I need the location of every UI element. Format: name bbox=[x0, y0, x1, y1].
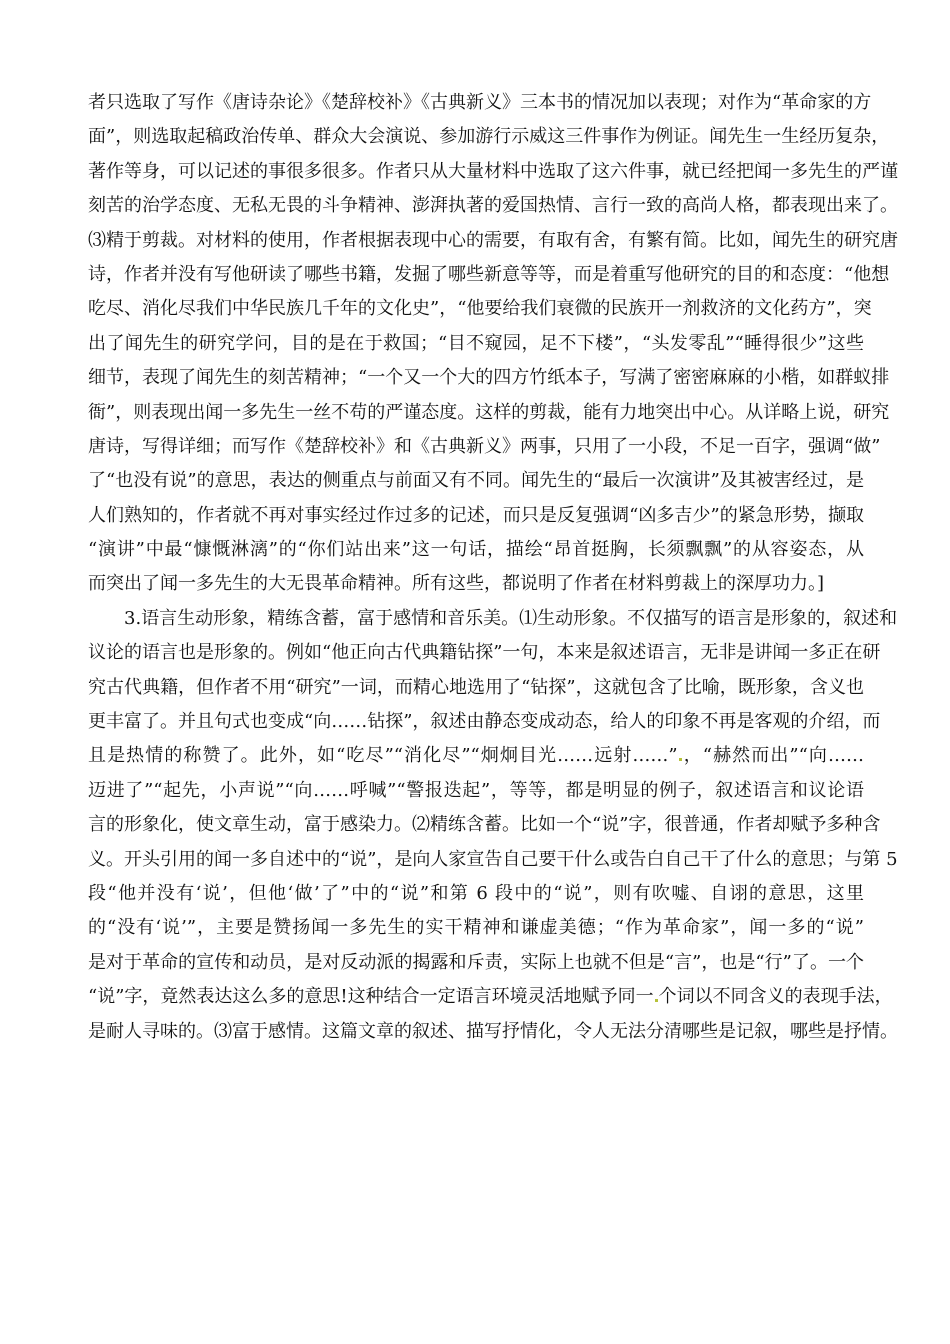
text-line: 究古代典籍，但作者不用“研究”一词，而精心地选用了“钻探”，这就包含了比喻，既形象，含义也 bbox=[88, 676, 864, 698]
text-line bbox=[88, 739, 864, 773]
paragraph-start-line: 3.语言生动形象，精练含蓄，富于感情和音乐美。⑴生动形象。不仅描写的语言是形象的，叙述和 bbox=[124, 607, 898, 629]
text-line: 了“也没有说”的意思，表达的侧重点与前面又有不同。闻先生的“最后一次演讲”及其被害经过，是 bbox=[88, 470, 864, 492]
text-line: 是耐人寻味的。⑶富于感情。这篇文章的叙述、描写抒情化，令人无法分清哪些是记叙，哪些是抒情。 bbox=[88, 1020, 898, 1042]
text-line: 义。开头引用的闻一多自述中的“说”，是向人家宣告自己要干什么或告白自己干了什么的意思；与第 5 bbox=[88, 848, 898, 870]
text-segment: “说”字，竟然表达这么多的意思!这种结合一定语言环境灵活地赋予同一 bbox=[88, 986, 654, 1008]
text-line: 而突出了闻一多先生的大无畏革命精神。所有这些，都说明了作者在材料剪裁上的深厚功力。] bbox=[88, 573, 825, 595]
text-line: 人们熟知的，作者就不再对事实经过作过多的记述，而只是反复强调“凶多吉少”的紧急形势，撷取 bbox=[88, 504, 864, 526]
text-line: 的“没有‘说’”，主要是赞扬闻一多先生的实干精神和谦虚美德；“作为革命家”，闻一多的“说” bbox=[88, 917, 864, 939]
text-line: 言的形象化，使文章生动，富于感染力。⑵精练含蓄。比如一个“说”字，很普通，作者却赋予多种含 bbox=[88, 814, 881, 836]
text-line: 唐诗，写得详细；而写作《楚辞校补》和《古典新义》两事，只用了一小段，不足一百字，强调“做” bbox=[88, 435, 881, 457]
text-segment: ，“赫然而出”“向…… bbox=[682, 745, 865, 767]
text-line: 诗，作者并没有写他研读了哪些书籍，发掘了哪些新意等等，而是着重写他研究的目的和态度：“他想 bbox=[88, 263, 890, 285]
text-line: 面”，则选取起稿政治传单、群众大会演说、参加游行示威这三件事作为例证。闻先生一生经历复杂， bbox=[88, 126, 890, 148]
text-segment: 个词以不同含义的表现手法， bbox=[658, 986, 893, 1008]
text-line: 迈进了”“起先，小声说”“向……呼喊”“警报迭起”，等等，都是明显的例子，叙述语言和议论语 bbox=[88, 779, 864, 801]
text-line: 是对于革命的宣传和动员，是对反动派的揭露和斥责，实际上也就不但是“言”，也是“行”了。一个 bbox=[88, 951, 864, 973]
text-line: 细节，表现了闻先生的刻苦精神；“一个又一个大的四方竹纸本子，写满了密密麻麻的小楷，如群蚁排 bbox=[88, 367, 890, 389]
text-line: 吃尽、消化尽我们中华民族几千年的文化史”，“他要给我们衰微的民族开一剂救济的文化药方”，突 bbox=[88, 298, 872, 320]
text-line: “演讲”中最“慷慨淋漓”的“你们站出来”这一句话，描绘“昂首挺胸，长须飘飘”的从容姿态，从 bbox=[88, 539, 864, 561]
text-line: 刻苦的治学态度、无私无畏的斗争精神、澎湃执著的爱国热情、言行一致的高尚人格，都表现出来了。 bbox=[88, 195, 898, 217]
text-line: ⑶精于剪裁。对材料的使用，作者根据表现中心的需要，有取有舍，有繁有简。比如，闻先生的研究唐 bbox=[88, 229, 898, 251]
text-line bbox=[88, 980, 893, 1014]
annotation-dot bbox=[679, 758, 682, 761]
text-line: 者只选取了写作《唐诗杂论》《楚辞校补》《古典新义》三本书的情况加以表现；对作为“革命家的方 bbox=[88, 92, 872, 113]
text-line: 衙”，则表现出闻一多先生一丝不苟的严谨态度。这样的剪裁，能有力地突出中心。从详略上说，研究 bbox=[88, 401, 890, 423]
text-segment: 且是热情的称赞了。此外，如“吃尽”“消化尽”“炯炯目光……远射……” bbox=[88, 745, 678, 767]
text-line: 更丰富了。并且句式也变成“向……钻探”，叙述由静态变成动态，给人的印象不再是客观的介绍，而 bbox=[88, 711, 881, 733]
text-line: 出了闻先生的研究学问，目的是在于救国；“目不窥园，足不下楼”，“头发零乱”“睡得很少”这些 bbox=[88, 332, 864, 354]
text-line: 著作等身，可以记述的事很多很多。作者只从大量材料中选取了这六件事，就已经把闻一多先生的严谨 bbox=[88, 160, 898, 182]
body-text bbox=[88, 86, 898, 1049]
text-line: 议论的语言也是形象的。例如“他正向古代典籍钻探”一句，本来是叙述语言，无非是讲闻一多正在研 bbox=[88, 642, 881, 664]
text-line: 段“他并没有‘说’，但他‘做’了”中的“说”和第 6 段中的“说”，则有吹嘘、自诩的意思，这里 bbox=[88, 882, 864, 904]
annotation-dot bbox=[655, 999, 658, 1002]
